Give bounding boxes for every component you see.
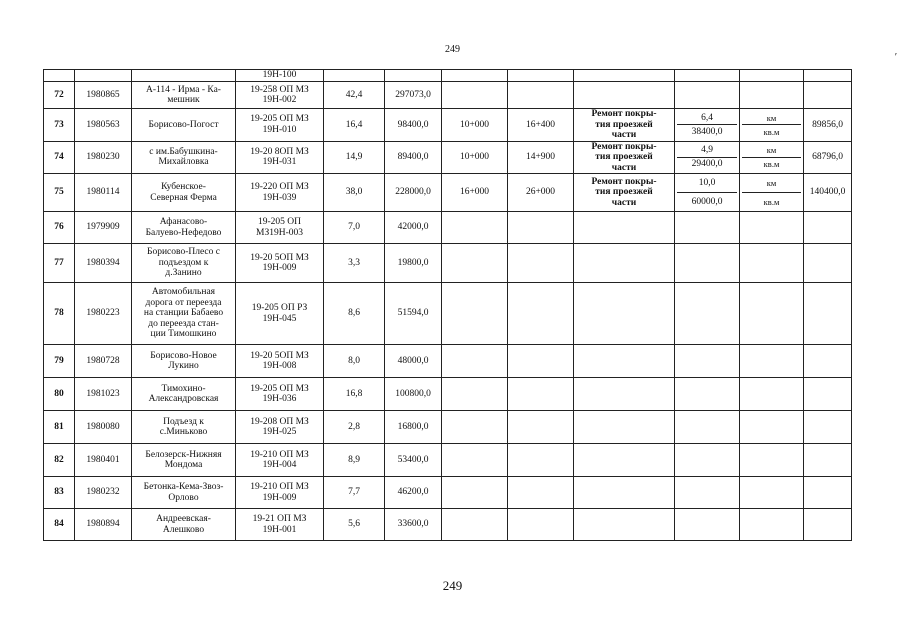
work-type-cell	[574, 411, 675, 444]
end-km-cell	[508, 477, 574, 509]
row-number-cell: 80	[44, 378, 75, 411]
length-cell: 7,7	[324, 477, 385, 509]
road-code-cell: 19-208 ОП МЗ 19Н-025	[236, 411, 324, 444]
row-number-cell: 77	[44, 244, 75, 283]
length-cell: 8,9	[324, 444, 385, 477]
road-register-table	[43, 69, 852, 541]
work-type-cell	[574, 378, 675, 411]
total-cell	[804, 283, 852, 345]
empty-cell	[804, 70, 852, 82]
road-code-cell: 19Н-100	[236, 70, 324, 82]
total-cell: 89856,0	[804, 109, 852, 142]
start-km-cell	[442, 212, 508, 244]
table-row	[44, 378, 852, 411]
road-name-cell: Борисово-Погост	[132, 109, 236, 142]
end-km-cell	[508, 345, 574, 378]
work-type-cell: Ремонт покры- тия проезжей части	[574, 174, 675, 212]
empty-cell	[442, 70, 508, 82]
start-km-cell	[442, 477, 508, 509]
empty-cell	[44, 70, 75, 82]
table-row-continued	[44, 70, 852, 82]
road-id-cell: 1980080	[75, 411, 132, 444]
row-number-cell: 81	[44, 411, 75, 444]
road-id-cell: 1980223	[75, 283, 132, 345]
road-id-cell: 1980114	[75, 174, 132, 212]
total-cell	[804, 345, 852, 378]
start-km-cell	[442, 411, 508, 444]
length-cell: 16,8	[324, 378, 385, 411]
road-id-cell: 1980394	[75, 244, 132, 283]
row-number-cell: 72	[44, 82, 75, 109]
table-row	[44, 109, 852, 142]
length-cell: 3,3	[324, 244, 385, 283]
page-number-top: 249	[445, 44, 460, 55]
road-name-cell: с им.Бабушкина- Михайловка	[132, 141, 236, 174]
quantity-cell-top: 6,4	[701, 112, 713, 123]
cost-cell: 51594,0	[385, 283, 442, 345]
quantity-cell	[675, 82, 740, 109]
table-row	[44, 444, 852, 477]
end-km-cell	[508, 82, 574, 109]
row-number-cell: 84	[44, 509, 75, 541]
quantity-cell	[675, 444, 740, 477]
unit-cell	[740, 244, 804, 283]
unit-cell	[740, 509, 804, 541]
end-km-cell	[508, 444, 574, 477]
road-name-cell: Борисово-Плесо с подъездом к д.Занино	[132, 244, 236, 283]
start-km-cell	[442, 244, 508, 283]
end-km-cell: 14+900	[508, 141, 574, 174]
empty-cell	[675, 70, 740, 82]
start-km-cell	[442, 82, 508, 109]
total-cell	[804, 378, 852, 411]
quantity-cell	[675, 411, 740, 444]
road-code-cell: 19-210 ОП МЗ 19Н-004	[236, 444, 324, 477]
table-row	[44, 345, 852, 378]
quantity-cell	[675, 345, 740, 378]
length-cell: 16,4	[324, 109, 385, 142]
empty-cell	[324, 70, 385, 82]
start-km-cell: 10+000	[442, 141, 508, 174]
cost-cell: 228000,0	[385, 174, 442, 212]
length-cell: 8,6	[324, 283, 385, 345]
total-cell	[804, 212, 852, 244]
empty-cell	[740, 70, 804, 82]
unit-cell	[740, 444, 804, 477]
total-cell: 140400,0	[804, 174, 852, 212]
road-code-cell: 19-258 ОП МЗ 19Н-002	[236, 82, 324, 109]
quantity-cell	[675, 174, 740, 212]
empty-cell	[574, 70, 675, 82]
row-number-cell: 82	[44, 444, 75, 477]
road-name-cell: Белозерск-Нижняя Мондома	[132, 444, 236, 477]
work-type-cell	[574, 477, 675, 509]
unit-cell-bottom: кв.м	[742, 157, 801, 171]
road-code-cell: 19-205 ОП МЗ 19Н-036	[236, 378, 324, 411]
cost-cell: 100800,0	[385, 378, 442, 411]
unit-cell	[740, 82, 804, 109]
end-km-cell	[508, 244, 574, 283]
end-km-cell: 16+400	[508, 109, 574, 142]
end-km-cell	[508, 283, 574, 345]
road-name-cell: Подъезд к с.Миньково	[132, 411, 236, 444]
quantity-cell	[675, 141, 740, 174]
cost-cell: 48000,0	[385, 345, 442, 378]
quantity-cell	[675, 378, 740, 411]
work-type-cell	[574, 444, 675, 477]
row-number-cell: 78	[44, 283, 75, 345]
length-cell: 8,0	[324, 345, 385, 378]
table-row	[44, 477, 852, 509]
length-cell: 2,8	[324, 411, 385, 444]
quantity-cell	[675, 283, 740, 345]
work-type-cell: Ремонт покры- тия проезжей части	[574, 109, 675, 142]
length-cell: 7,0	[324, 212, 385, 244]
length-cell: 38,0	[324, 174, 385, 212]
unit-cell-top: км	[766, 112, 777, 123]
total-cell	[804, 411, 852, 444]
quantity-cell-bottom: 29400,0	[677, 157, 737, 171]
work-type-cell	[574, 212, 675, 244]
unit-cell-top: км	[766, 145, 777, 155]
unit-cell	[740, 283, 804, 345]
road-code-cell: 19-20 8ОП МЗ 19Н-031	[236, 141, 324, 174]
road-name-cell: Тимохино- Александровская	[132, 378, 236, 411]
cost-cell: 297073,0	[385, 82, 442, 109]
road-code-cell: 19-205 ОП РЗ 19Н-045	[236, 283, 324, 345]
road-id-cell: 1980232	[75, 477, 132, 509]
table-row	[44, 283, 852, 345]
page-number-bottom: 249	[442, 578, 463, 593]
unit-cell	[740, 212, 804, 244]
end-km-cell	[508, 411, 574, 444]
road-id-cell: 1979909	[75, 212, 132, 244]
road-id-cell: 1981023	[75, 378, 132, 411]
table-row	[44, 212, 852, 244]
end-km-cell: 26+000	[508, 174, 574, 212]
cost-cell: 98400,0	[385, 109, 442, 142]
road-name-cell: Автомобильная дорога от переезда на станции Бабаево до переезда стан- ции Тимошкино	[132, 283, 236, 345]
cost-cell: 16800,0	[385, 411, 442, 444]
table-row	[44, 244, 852, 283]
empty-cell	[75, 70, 132, 82]
unit-cell-top: км	[766, 177, 777, 188]
total-cell: 68796,0	[804, 141, 852, 174]
start-km-cell: 10+000	[442, 109, 508, 142]
row-number-cell: 73	[44, 109, 75, 142]
start-km-cell	[442, 509, 508, 541]
road-code-cell: 19-20 5ОП МЗ 19Н-009	[236, 244, 324, 283]
table-row	[44, 411, 852, 444]
unit-cell-bottom: кв.м	[742, 192, 801, 211]
start-km-cell	[442, 345, 508, 378]
quantity-cell-top: 10,0	[698, 177, 716, 188]
road-id-cell: 1980563	[75, 109, 132, 142]
start-km-cell	[442, 378, 508, 411]
road-id-cell: 1980894	[75, 509, 132, 541]
quantity-cell-bottom: 38400,0	[677, 124, 737, 138]
table-row	[44, 82, 852, 109]
road-id-cell: 1980865	[75, 82, 132, 109]
road-id-cell: 1980230	[75, 141, 132, 174]
quantity-cell-top: 4,9	[701, 145, 713, 155]
road-name-cell: Бетонка-Кема-Звоз- Орлово	[132, 477, 236, 509]
total-cell	[804, 82, 852, 109]
road-code-cell: 19-20 5ОП МЗ 19Н-008	[236, 345, 324, 378]
row-number-cell: 75	[44, 174, 75, 212]
row-number-cell: 79	[44, 345, 75, 378]
table-row	[44, 141, 852, 174]
road-code-cell: 19-205 ОП МЗ19Н-003	[236, 212, 324, 244]
quantity-cell-bottom: 60000,0	[677, 192, 737, 211]
quantity-cell	[675, 244, 740, 283]
work-type-cell	[574, 509, 675, 541]
quantity-cell	[675, 212, 740, 244]
road-code-cell: 19-220 ОП МЗ 19Н-039	[236, 174, 324, 212]
unit-cell	[740, 411, 804, 444]
road-name-cell: А-114 - Ирма - Ка- мешник	[132, 82, 236, 109]
end-km-cell	[508, 509, 574, 541]
unit-cell	[740, 345, 804, 378]
total-cell	[804, 477, 852, 509]
quantity-cell	[675, 109, 740, 142]
road-id-cell: 1980401	[75, 444, 132, 477]
road-code-cell: 19-210 ОП МЗ 19Н-009	[236, 477, 324, 509]
road-name-cell: Афанасово- Балуево-Нефедово	[132, 212, 236, 244]
unit-cell	[740, 174, 804, 212]
quantity-cell	[675, 509, 740, 541]
row-number-cell: 76	[44, 212, 75, 244]
road-id-cell: 1980728	[75, 345, 132, 378]
unit-cell	[740, 109, 804, 142]
length-cell: 5,6	[324, 509, 385, 541]
work-type-cell	[574, 283, 675, 345]
empty-cell	[385, 70, 442, 82]
cost-cell: 53400,0	[385, 444, 442, 477]
cost-cell: 46200,0	[385, 477, 442, 509]
road-name-cell: Борисово-Новое Лукино	[132, 345, 236, 378]
length-cell: 14,9	[324, 141, 385, 174]
total-cell	[804, 244, 852, 283]
work-type-cell: Ремонт покры- тия проезжей части	[574, 141, 675, 174]
start-km-cell: 16+000	[442, 174, 508, 212]
table-row	[44, 174, 852, 212]
unit-cell	[740, 141, 804, 174]
empty-cell	[132, 70, 236, 82]
start-km-cell	[442, 444, 508, 477]
work-type-cell	[574, 345, 675, 378]
road-code-cell: 19-205 ОП МЗ 19Н-010	[236, 109, 324, 142]
unit-cell	[740, 378, 804, 411]
road-code-cell: 19-21 ОП МЗ 19Н-001	[236, 509, 324, 541]
unit-cell-bottom: кв.м	[742, 124, 801, 138]
end-km-cell	[508, 378, 574, 411]
total-cell	[804, 509, 852, 541]
road-name-cell: Кубенское- Северная Ферма	[132, 174, 236, 212]
row-number-cell: 83	[44, 477, 75, 509]
cost-cell: 33600,0	[385, 509, 442, 541]
cost-cell: 19800,0	[385, 244, 442, 283]
end-km-cell	[508, 212, 574, 244]
table-row	[44, 509, 852, 541]
road-name-cell: Андреевская- Алешково	[132, 509, 236, 541]
cost-cell: 42000,0	[385, 212, 442, 244]
total-cell	[804, 444, 852, 477]
corner-mark: ′	[894, 52, 897, 63]
length-cell: 42,4	[324, 82, 385, 109]
start-km-cell	[442, 283, 508, 345]
unit-cell	[740, 477, 804, 509]
empty-cell	[508, 70, 574, 82]
work-type-cell	[574, 82, 675, 109]
cost-cell: 89400,0	[385, 141, 442, 174]
row-number-cell: 74	[44, 141, 75, 174]
work-type-cell	[574, 244, 675, 283]
quantity-cell	[675, 477, 740, 509]
